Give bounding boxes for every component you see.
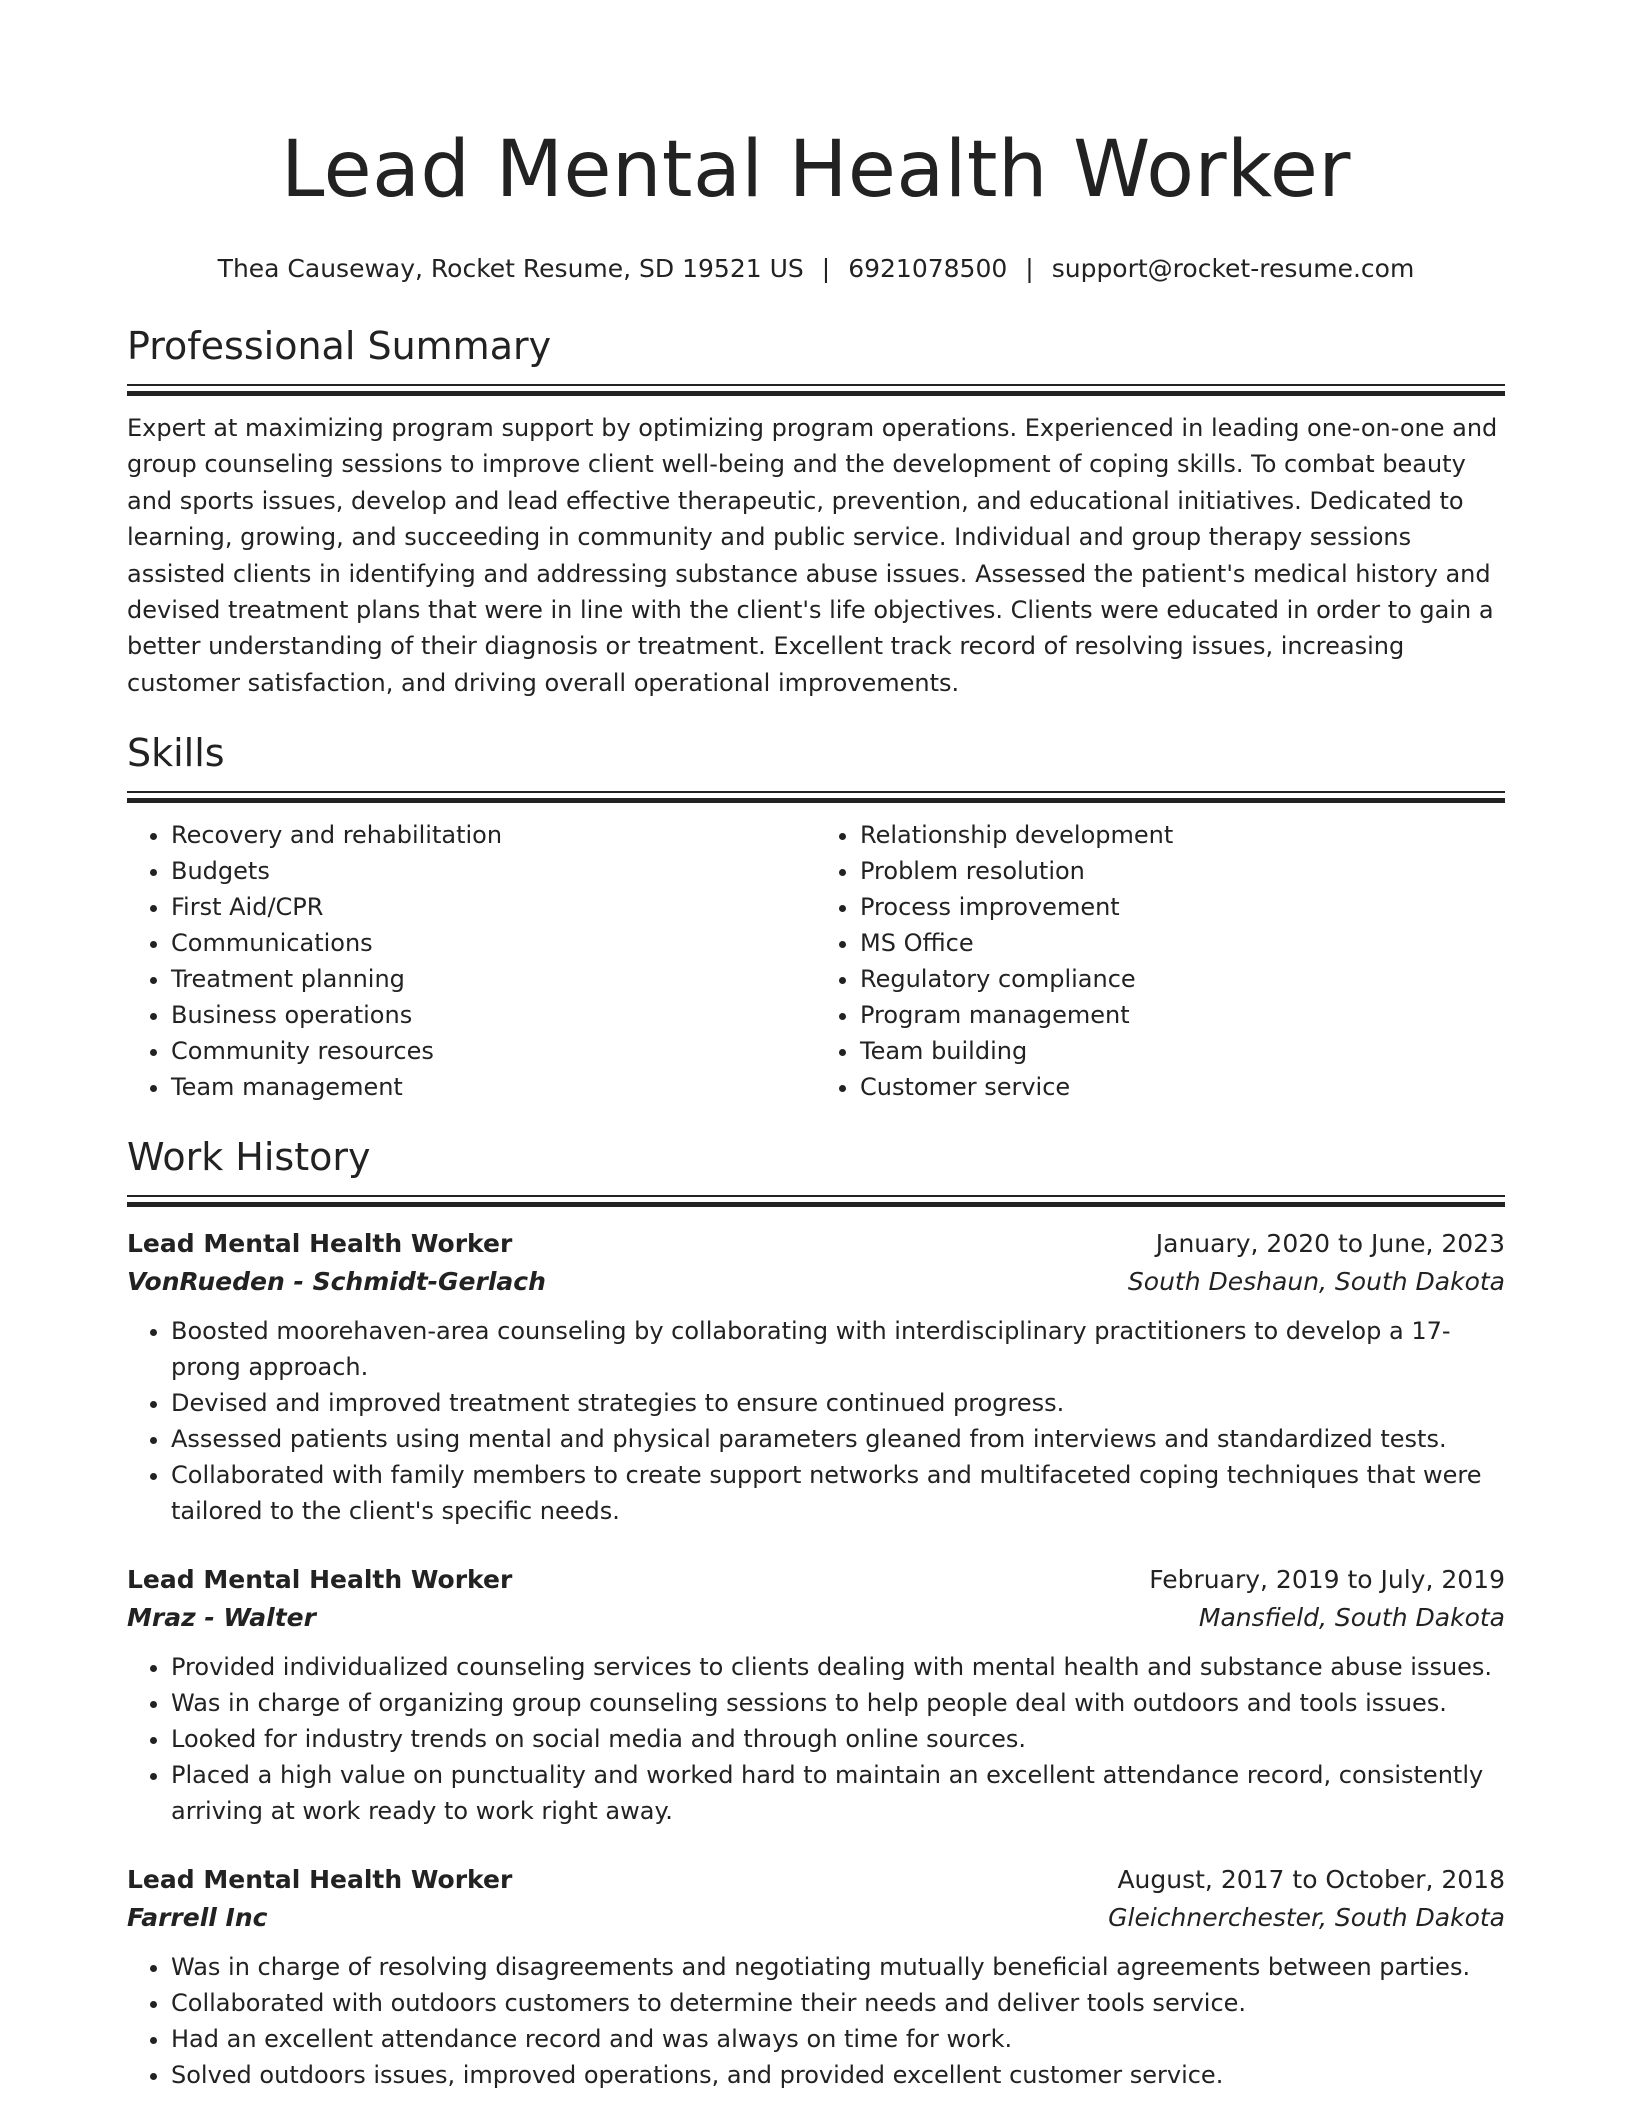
skill-item: • Process improvement xyxy=(860,889,1505,925)
job-bullet: • Looked for industry trends on social media and through online sources. xyxy=(171,1721,1505,1757)
skill-item: • Budgets xyxy=(171,853,816,889)
job-bullets xyxy=(127,1949,1505,2093)
resume-title: Lead Mental Health Worker xyxy=(281,125,1351,215)
skill-item: • Problem resolution xyxy=(860,853,1505,889)
job-title: Lead Mental Health Worker xyxy=(127,1229,513,1259)
section-divider xyxy=(127,1195,1505,1207)
job-bullet: • Was in charge of organizing group counseling sessions to help people deal with outdoors and tools issues. xyxy=(171,1685,1505,1721)
summary-text: Expert at maximizing program support by optimizing program operations. Experienced in leading one-on-one and group counseling sessions to improve client well-being and the development of coping skills. To combat beauty and sports issues, develop and lead effective therapeutic, prevention, and educational initiatives. Dedicated to learning, growing, and succeeding in community and public service. Individual and group therapy sessions assisted clients in identifying and addressing substance abuse issues. Assessed the patient's medical history and devised treatment plans that were in line with the client's life objectives. Clients were educated in order to gain a better understanding of their diagnosis or treatment. Excellent track record of resolving issues, increasing customer satisfaction, and driving overall operational improvements. xyxy=(127,414,1498,697)
skills-columns xyxy=(127,817,1505,1105)
job-bullet: • Placed a high value on punctuality and worked hard to maintain an excellent attendance record, consistently arriving at work ready to work right away. xyxy=(171,1757,1505,1829)
skill-item: • Regulatory compliance xyxy=(860,961,1505,997)
skills-heading: Skills xyxy=(127,731,225,776)
contact-separator: | xyxy=(821,254,831,283)
job-title: Lead Mental Health Worker xyxy=(127,1865,513,1895)
skills-list-left xyxy=(127,817,816,1105)
job-bullets xyxy=(127,1313,1505,1529)
contact-address: Thea Causeway, Rocket Resume, SD 19521 US xyxy=(217,254,804,283)
job-bullet: • Assessed patients using mental and physical parameters gleaned from interviews and standardized tests. xyxy=(171,1421,1505,1457)
skill-item: • Customer service xyxy=(860,1069,1505,1105)
skill-item: • First Aid/CPR xyxy=(171,889,816,925)
contact-phone: 6921078500 xyxy=(848,254,1008,283)
section-divider xyxy=(127,384,1505,396)
skill-item: • Recovery and rehabilitation xyxy=(171,817,816,853)
contact-line xyxy=(127,252,1505,286)
job-bullet: • Collaborated with family members to create support networks and multifaceted coping techniques that were tailored to the client's specific needs. xyxy=(171,1457,1505,1529)
job-bullets xyxy=(127,1649,1505,1829)
work-heading: Work History xyxy=(127,1135,371,1180)
job-location: Mansfield, South Dakota xyxy=(1198,1603,1505,1633)
job-bullet: • Solved outdoors issues, improved operations, and provided excellent customer service. xyxy=(171,2057,1505,2093)
job-company: VonRueden - Schmidt-Gerlach xyxy=(127,1267,546,1297)
job-bullet: • Collaborated with outdoors customers to determine their needs and deliver tools service. xyxy=(171,1985,1505,2021)
skill-item: • Relationship development xyxy=(860,817,1505,853)
job-dates: January, 2020 to June, 2023 xyxy=(1155,1229,1505,1259)
skills-section xyxy=(127,729,1505,1105)
job-dates: February, 2019 to July, 2019 xyxy=(1149,1565,1505,1595)
skill-item: • Team management xyxy=(171,1069,816,1105)
summary-heading: Professional Summary xyxy=(127,324,552,368)
section-divider xyxy=(127,791,1505,803)
job-entry xyxy=(127,1225,1505,1529)
skill-item: • Treatment planning xyxy=(171,961,816,997)
job-company: Farrell Inc xyxy=(127,1903,268,1933)
skills-list-right xyxy=(816,817,1505,1105)
contact-email: support@rocket-resume.com xyxy=(1051,254,1415,283)
job-bullet: • Was in charge of resolving disagreements and negotiating mutually beneficial agreements between parties. xyxy=(171,1949,1505,1985)
work-section xyxy=(127,1133,1505,2093)
job-company: Mraz - Walter xyxy=(127,1603,316,1633)
skill-item: • Business operations xyxy=(171,997,816,1033)
skill-item: • MS Office xyxy=(860,925,1505,961)
job-bullet: • Had an excellent attendance record and was always on time for work. xyxy=(171,2021,1505,2057)
contact-separator: | xyxy=(1025,254,1034,283)
job-bullet: • Provided individualized counseling services to clients dealing with mental health and substance abuse issues. xyxy=(171,1649,1505,1685)
job-bullet: • Boosted moorehaven-area counseling by collaborating with interdisciplinary practitioners to develop a 17-prong approach. xyxy=(171,1313,1505,1385)
skill-item: • Team building xyxy=(860,1033,1505,1069)
summary-section xyxy=(127,322,1505,701)
skill-item: • Communications xyxy=(171,925,816,961)
job-entry xyxy=(127,1861,1505,2093)
job-bullet: • Devised and improved treatment strategies to ensure continued progress. xyxy=(171,1385,1505,1421)
job-dates: August, 2017 to October, 2018 xyxy=(1117,1865,1505,1895)
skill-item: • Community resources xyxy=(171,1033,816,1069)
job-location: South Deshaun, South Dakota xyxy=(1127,1267,1505,1297)
job-title: Lead Mental Health Worker xyxy=(127,1565,513,1595)
job-entry xyxy=(127,1561,1505,1829)
skill-item: • Program management xyxy=(860,997,1505,1033)
job-location: Gleichnerchester, South Dakota xyxy=(1108,1903,1505,1933)
